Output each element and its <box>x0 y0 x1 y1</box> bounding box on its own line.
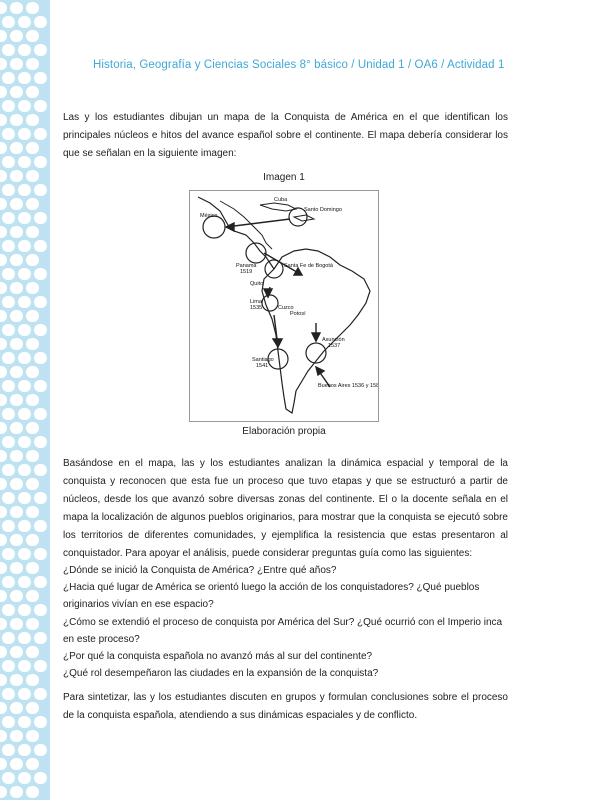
map-label-potosi: Potosí <box>290 311 306 317</box>
decorative-cell <box>18 604 31 616</box>
decorative-cell <box>18 100 31 112</box>
decorative-cell <box>0 730 7 742</box>
page-header-breadcrumb: Historia, Geografía y Ciencias Sociales 8° básico / Unidad 1 / OA6 / Actividad 1 <box>93 59 505 71</box>
decorative-cell <box>10 2 23 14</box>
decorative-cell <box>26 30 39 42</box>
decorative-cell <box>26 590 39 602</box>
decorative-cell <box>10 450 23 462</box>
decorative-cell <box>26 506 39 518</box>
decorative-cell <box>34 240 47 252</box>
decorative-cell <box>26 478 39 490</box>
decorative-cell <box>18 436 31 448</box>
decorative-cell <box>2 492 15 504</box>
decorative-cell <box>0 254 7 266</box>
decorative-side-strip <box>0 0 50 800</box>
decorative-cell <box>0 366 7 378</box>
decorative-cell <box>26 254 39 266</box>
decorative-cell <box>34 744 47 756</box>
question-item: ¿Dónde se inició la Conquista de América? ¿Entre qué años? <box>63 565 337 576</box>
decorative-cell <box>2 268 15 280</box>
decorative-cell <box>0 758 7 770</box>
decorative-cell <box>10 254 23 266</box>
decorative-cell <box>34 352 47 364</box>
decorative-cell <box>34 492 47 504</box>
decorative-cell <box>0 590 7 602</box>
decorative-cell <box>10 366 23 378</box>
decorative-cell <box>18 548 31 560</box>
decorative-cell <box>34 128 47 140</box>
conclusion-paragraph: Para sintetizar, las y los estudiantes discuten en grupos y formulan conclusiones sobre el proceso de la conquista española, atendiendo a sus dinámicas espaciales y de conflicto. <box>63 692 508 721</box>
decorative-cell <box>26 86 39 98</box>
decorative-cell <box>34 72 47 84</box>
decorative-cell <box>34 184 47 196</box>
decorative-cell <box>2 408 15 420</box>
decorative-cell <box>34 576 47 588</box>
decorative-cell <box>18 296 31 308</box>
decorative-cell <box>26 422 39 434</box>
decorative-cell <box>2 212 15 224</box>
decorative-cell <box>0 394 7 406</box>
decorative-cell <box>10 226 23 238</box>
decorative-cell <box>2 716 15 728</box>
decorative-cell <box>0 422 7 434</box>
decorative-cell <box>0 562 7 574</box>
decorative-cell <box>0 58 7 70</box>
decorative-cell <box>26 730 39 742</box>
map-label-santo-domingo: Santo Domingo <box>304 207 342 213</box>
decorative-cell <box>0 618 7 630</box>
decorative-cell <box>2 128 15 140</box>
map-label-year-asuncion: 1537 <box>328 343 341 349</box>
decorative-cell <box>18 240 31 252</box>
decorative-cell <box>26 534 39 546</box>
decorative-cell <box>10 282 23 294</box>
decorative-cell <box>18 520 31 532</box>
decorative-cell <box>10 170 23 182</box>
decorative-cell <box>34 632 47 644</box>
decorative-cell <box>18 660 31 672</box>
decorative-cell <box>0 786 7 798</box>
decorative-cell <box>26 394 39 406</box>
decorative-cell <box>18 72 31 84</box>
decorative-cell <box>26 226 39 238</box>
mexico-circle <box>203 216 225 238</box>
decorative-cell <box>10 114 23 126</box>
decorative-cell <box>26 646 39 658</box>
decorative-cell <box>26 674 39 686</box>
decorative-cell <box>18 352 31 364</box>
decorative-cell <box>18 492 31 504</box>
map-label-santiago: Santiago <box>252 357 274 363</box>
decorative-cell <box>2 464 15 476</box>
decorative-cell <box>34 604 47 616</box>
decorative-cell <box>0 450 7 462</box>
decorative-cell <box>34 772 47 784</box>
lima-circle <box>262 295 278 311</box>
decorative-cell <box>10 58 23 70</box>
decorative-cell <box>18 324 31 336</box>
map-label-cuzco: Cuzco <box>278 305 294 311</box>
decorative-cell <box>18 212 31 224</box>
decorative-cell <box>2 16 15 28</box>
decorative-cell <box>34 212 47 224</box>
question-item: ¿Por qué la conquista española no avanzó más al sur del continente? <box>63 651 373 663</box>
decorative-cell <box>0 198 7 210</box>
decorative-cell <box>34 324 47 336</box>
decorative-cell <box>34 688 47 700</box>
decorative-cell <box>0 478 7 490</box>
map-label-year-panama: 1519 <box>240 269 253 275</box>
decorative-cell <box>26 142 39 154</box>
decorative-cell <box>0 674 7 686</box>
decorative-cell <box>0 702 7 714</box>
decorative-cell <box>26 366 39 378</box>
map-label-lima: Lima <box>250 299 262 305</box>
map-label-mexico: México <box>200 213 218 219</box>
decorative-cell <box>10 478 23 490</box>
question-item: ¿Cómo se extendió el proceso de conquista por América del Sur? ¿Qué ocurrió con el Imperio inca en este proceso? <box>63 616 503 645</box>
decorative-cell <box>18 688 31 700</box>
decorative-cell <box>26 170 39 182</box>
figure-caption: Elaboración propia <box>242 426 326 437</box>
decorative-cell <box>2 352 15 364</box>
cuba-island <box>260 203 296 211</box>
decorative-cell <box>18 576 31 588</box>
decorative-cell <box>18 380 31 392</box>
decorative-cell <box>26 786 39 798</box>
decorative-cell <box>34 520 47 532</box>
decorative-cell <box>10 758 23 770</box>
decorative-cell <box>34 296 47 308</box>
map-label-cuba: Cuba <box>274 197 288 203</box>
decorative-cell <box>34 16 47 28</box>
decorative-cell <box>0 310 7 322</box>
map-label-panama: Panamá <box>236 263 257 269</box>
decorative-cell <box>2 688 15 700</box>
decorative-cell <box>2 772 15 784</box>
decorative-cell <box>2 744 15 756</box>
map-label-asuncion: Asunción <box>322 337 345 343</box>
decorative-cell <box>18 184 31 196</box>
decorative-cell <box>0 2 7 14</box>
decorative-cell <box>0 534 7 546</box>
decorative-cell <box>18 408 31 420</box>
decorative-cell <box>2 520 15 532</box>
decorative-cell <box>10 646 23 658</box>
decorative-cell <box>18 16 31 28</box>
decorative-cell <box>26 758 39 770</box>
intro-paragraph: Las y los estudiantes dibujan un mapa de la Conquista de América en el que identifican los principales núcleos e hitos del avance español sobre el continente. El mapa debería considerar los que se señalan en la siguiente imagen: <box>63 112 508 159</box>
decorative-cell <box>34 436 47 448</box>
decorative-cell <box>10 506 23 518</box>
decorative-cell <box>18 632 31 644</box>
decorative-cell <box>10 618 23 630</box>
decorative-cell <box>34 660 47 672</box>
decorative-cell <box>0 30 7 42</box>
decorative-cell <box>26 114 39 126</box>
map-label-bogota: Santa Fe de Bogotá <box>284 263 333 269</box>
map-label-year-lima: 1535 <box>250 305 263 311</box>
decorative-cell <box>10 534 23 546</box>
question-item: ¿Qué rol desempeñaron las ciudades en la expansión de la conquista? <box>63 668 379 680</box>
decorative-cell <box>10 338 23 350</box>
map-drawing <box>190 191 378 421</box>
decorative-cell <box>26 338 39 350</box>
decorative-cell <box>2 324 15 336</box>
decorative-cell <box>34 156 47 168</box>
decorative-cell <box>10 702 23 714</box>
decorative-cell <box>18 156 31 168</box>
decorative-cell <box>34 268 47 280</box>
central-america-outline <box>198 197 274 269</box>
decorative-cell <box>18 772 31 784</box>
decorative-cell <box>26 562 39 574</box>
decorative-cell <box>10 562 23 574</box>
decorative-cell <box>0 506 7 518</box>
decorative-cell <box>10 394 23 406</box>
decorative-cell <box>34 464 47 476</box>
figure-title: Imagen 1 <box>263 172 305 183</box>
decorative-cell <box>26 58 39 70</box>
decorative-cell <box>34 408 47 420</box>
decorative-cell <box>10 30 23 42</box>
decorative-cell <box>2 604 15 616</box>
decorative-cell <box>26 2 39 14</box>
decorative-cell <box>18 716 31 728</box>
decorative-cell <box>10 198 23 210</box>
decorative-cell <box>2 632 15 644</box>
decorative-cell <box>18 44 31 56</box>
decorative-cell <box>34 548 47 560</box>
decorative-cell <box>34 716 47 728</box>
decorative-cell <box>34 100 47 112</box>
decorative-cell <box>2 184 15 196</box>
decorative-cell <box>10 590 23 602</box>
decorative-cell <box>18 128 31 140</box>
decorative-cell <box>2 100 15 112</box>
decorative-cell <box>34 380 47 392</box>
decorative-cell <box>26 282 39 294</box>
decorative-cell <box>10 86 23 98</box>
map-label-buenos-aires: Buenos Aires 1536 y 1580 <box>318 383 378 389</box>
map-label-year-santiago: 1541 <box>256 363 269 369</box>
guide-questions <box>63 562 508 682</box>
decorative-cell <box>2 296 15 308</box>
decorative-cell <box>10 310 23 322</box>
decorative-cell <box>26 310 39 322</box>
decorative-cell <box>2 660 15 672</box>
decorative-cell <box>0 282 7 294</box>
decorative-cell <box>0 226 7 238</box>
decorative-cell <box>0 86 7 98</box>
decorative-cell <box>2 156 15 168</box>
decorative-cell <box>26 702 39 714</box>
decorative-cell <box>18 744 31 756</box>
analysis-paragraph: Basándose en el mapa, las y los estudiantes analizan la dinámica espacial y temporal de la conquista y reconocen que esta fue un proceso que tuvo etapas y que se estructuró a partir de núcleos, desde los que avanzó sobre diversas zonas del continente. El o la docente señala en el mapa la localización de algunos pueblos originarios, para mostrar que la conquista se ejecutó sobre los territorios de diferentes comunidades, y ejemplifica la resistencia que estas presentaron al conquistador. Para apoyar el análisis, puede considerar preguntas guía como las siguientes: <box>63 458 508 559</box>
decorative-cell <box>2 240 15 252</box>
decorative-cell <box>26 450 39 462</box>
decorative-cell <box>10 674 23 686</box>
decorative-cell <box>10 730 23 742</box>
decorative-cell <box>26 198 39 210</box>
decorative-cell <box>10 422 23 434</box>
decorative-cell <box>18 464 31 476</box>
decorative-cell <box>0 646 7 658</box>
decorative-cell <box>2 436 15 448</box>
decorative-cell <box>26 618 39 630</box>
conquest-map <box>189 190 379 422</box>
decorative-cell <box>34 44 47 56</box>
map-label-quito: Quito <box>250 281 264 287</box>
decorative-cell <box>0 338 7 350</box>
decorative-cell <box>0 114 7 126</box>
decorative-cell <box>2 380 15 392</box>
decorative-cell <box>2 548 15 560</box>
decorative-cell <box>0 142 7 154</box>
decorative-cell <box>2 44 15 56</box>
decorative-cell <box>10 142 23 154</box>
decorative-cell <box>2 72 15 84</box>
decorative-cell <box>10 786 23 798</box>
decorative-cell <box>2 576 15 588</box>
question-item: ¿Hacia qué lugar de América se orientó luego la acción de los conquistadores? ¿Qué pueblos originarios vivían en ese espacio? <box>63 582 480 611</box>
decorative-cell <box>0 170 7 182</box>
decorative-cell <box>18 268 31 280</box>
hispaniola-island <box>294 215 314 221</box>
